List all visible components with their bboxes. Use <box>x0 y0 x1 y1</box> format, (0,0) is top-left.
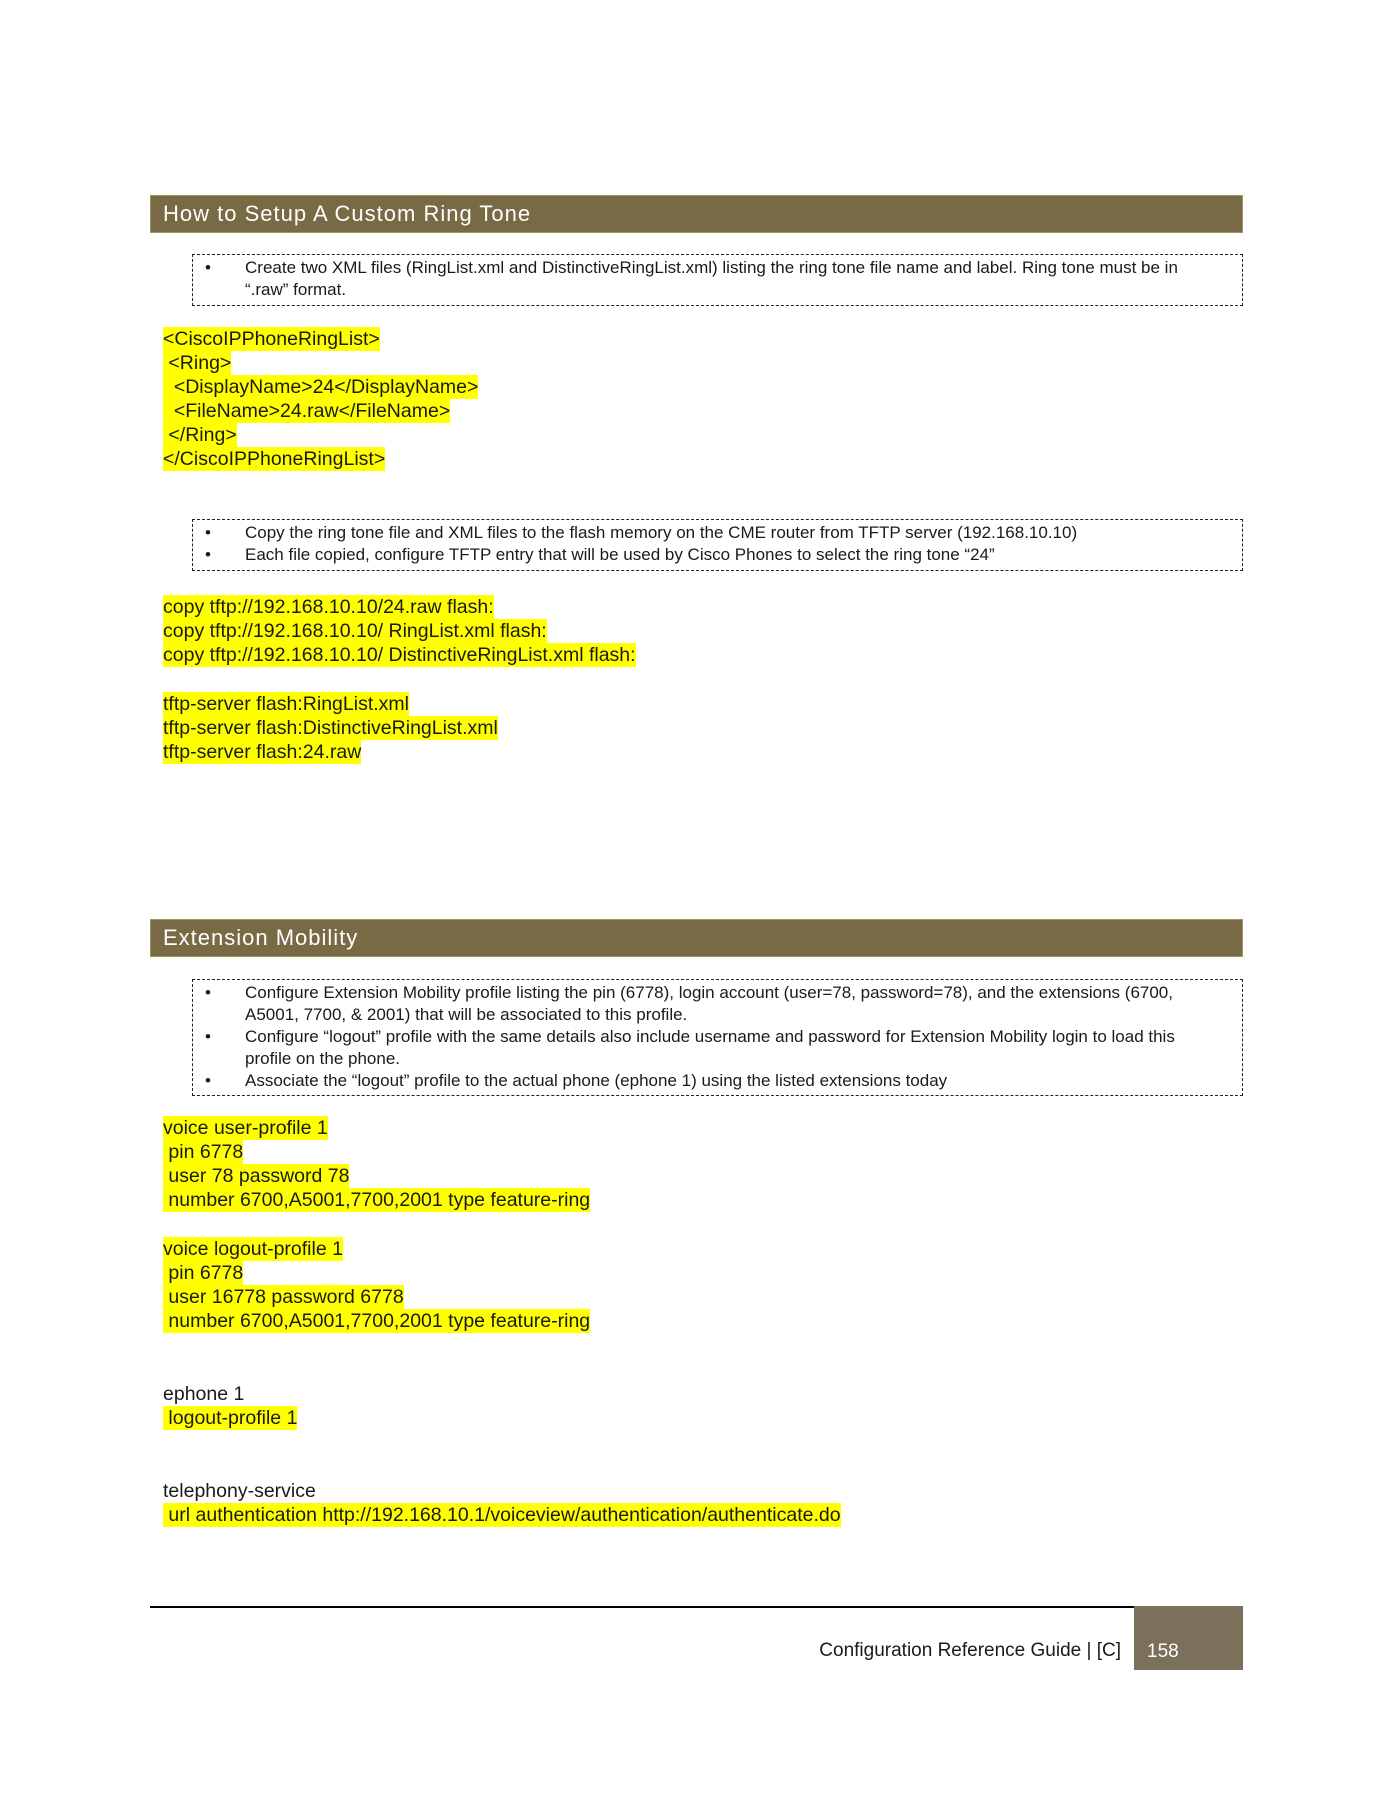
user-profile-commands <box>163 1116 590 1212</box>
instruction-box <box>192 519 1243 571</box>
code-line: tftp-server flash:24.raw <box>163 741 362 763</box>
copy-commands <box>163 595 636 667</box>
section-header-extension-mobility: Extension Mobility <box>150 919 1243 957</box>
code-line: voice logout-profile 1 <box>163 1238 343 1260</box>
telephony-commands <box>163 1479 841 1527</box>
code-line: copy tftp://192.168.10.10/ DistinctiveRingList.xml flash: <box>163 644 636 666</box>
code-line: <CiscoIPPhoneRingList> <box>163 328 380 350</box>
code-line: number 6700,A5001,7700,2001 type feature-ring <box>163 1310 591 1332</box>
code-line: </CiscoIPPhoneRingList> <box>163 448 386 470</box>
instruction-box <box>192 254 1243 306</box>
code-line: number 6700,A5001,7700,2001 type feature-ring <box>163 1189 591 1211</box>
code-line: logout-profile 1 <box>163 1407 298 1429</box>
instruction-box <box>192 979 1243 1096</box>
code-line: <Ring> <box>163 352 232 374</box>
code-line: telephony-service <box>163 1480 316 1502</box>
tftp-commands <box>163 692 498 764</box>
bullet-item: • Configure Extension Mobility profile listing the pin (6778), login account (user=78, password=78), and the extensions (6700, A5001, 7700, & 2001) that will be associated to this profile. <box>193 982 1222 1026</box>
bullet-item: • Create two XML files (RingList.xml and DistinctiveRingList.xml) listing the ring tone file name and label. Ring tone must be in “.raw” format. <box>193 257 1222 301</box>
bullet-item: • Each file copied, configure TFTP entry that will be used by Cisco Phones to select the ring tone “24” <box>193 544 1222 566</box>
bullet-item: • Configure “logout” profile with the same details also include username and password for Extension Mobility login to load this profile on the phone. <box>193 1026 1222 1070</box>
ephone-commands <box>163 1382 297 1430</box>
xml-code-block <box>163 327 478 471</box>
code-line: url authentication http://192.168.10.1/voiceview/authentication/authenticate.do <box>163 1504 841 1526</box>
code-line: <DisplayName>24</DisplayName> <box>163 376 479 398</box>
code-line: copy tftp://192.168.10.10/24.raw flash: <box>163 596 494 618</box>
code-line: pin 6778 <box>163 1141 244 1163</box>
code-line: user 16778 password 6778 <box>163 1286 404 1308</box>
section-header-ring-tone: How to Setup A Custom Ring Tone <box>150 195 1243 233</box>
code-line: tftp-server flash:RingList.xml <box>163 693 409 715</box>
code-line: ephone 1 <box>163 1383 245 1405</box>
code-line: <FileName>24.raw</FileName> <box>163 400 451 422</box>
code-line: tftp-server flash:DistinctiveRingList.xml <box>163 717 498 739</box>
code-line: voice user-profile 1 <box>163 1117 328 1139</box>
bullet-item: • Copy the ring tone file and XML files to the flash memory on the CME router from TFTP server (192.168.10.10) <box>193 522 1222 544</box>
code-line: user 78 password 78 <box>163 1165 350 1187</box>
footer-rule <box>150 1606 1134 1608</box>
code-line: </Ring> <box>163 424 237 446</box>
page-number: 158 <box>1134 1606 1243 1670</box>
code-line: copy tftp://192.168.10.10/ RingList.xml flash: <box>163 620 547 642</box>
logout-profile-commands <box>163 1237 590 1333</box>
footer-title: Configuration Reference Guide | [C] <box>819 1640 1121 1661</box>
code-line: pin 6778 <box>163 1262 244 1284</box>
bullet-item: • Associate the “logout” profile to the actual phone (ephone 1) using the listed extensions today <box>193 1070 1222 1092</box>
